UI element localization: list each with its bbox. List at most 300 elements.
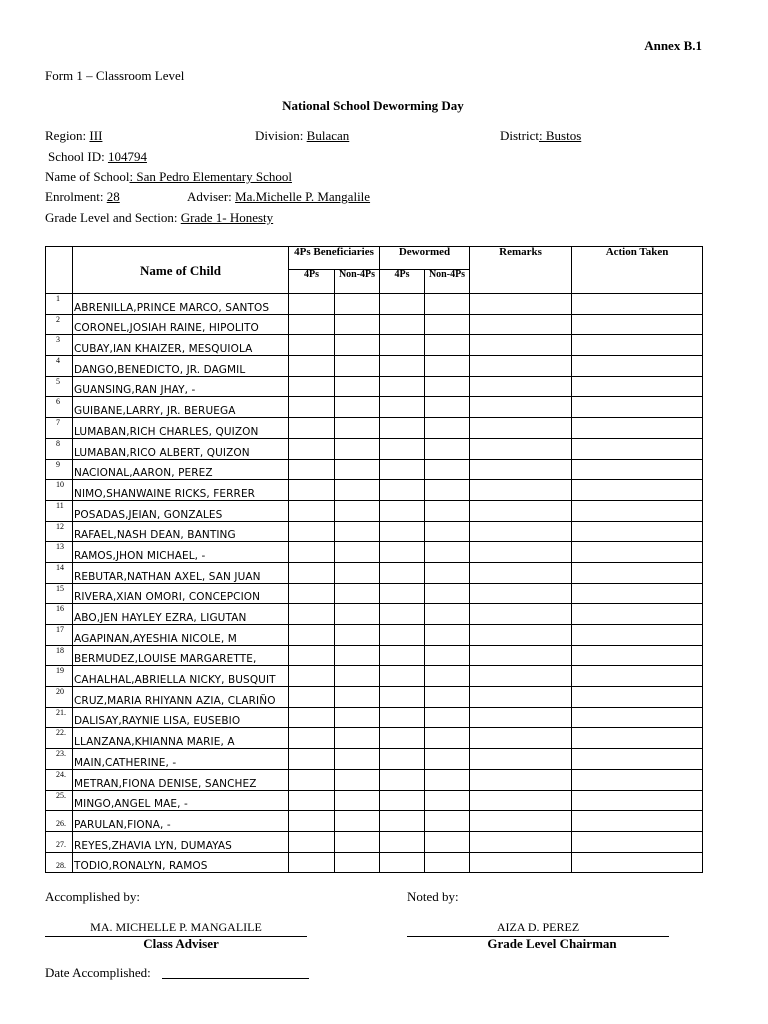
- division-label: Division:: [255, 128, 307, 143]
- dewormed-non4ps-cell: [425, 480, 470, 501]
- beneficiary-non4ps-cell: [335, 438, 380, 459]
- table-row: [46, 335, 703, 356]
- child-name-cell: LUMABAN,RICH CHARLES, QUIZON: [73, 418, 289, 439]
- beneficiary-non4ps-cell: [335, 790, 380, 811]
- remarks-cell: [470, 687, 572, 708]
- child-name-cell: CRUZ,MARIA RHIYANN AZIA, CLARIÑO: [73, 687, 289, 708]
- dewormed-4ps-cell: [380, 397, 425, 418]
- remarks-cell: [470, 314, 572, 335]
- dewormed-non4ps-cell: [425, 418, 470, 439]
- beneficiary-non4ps-cell: [335, 335, 380, 356]
- beneficiary-4ps-cell: [289, 459, 335, 480]
- action-taken-cell: [572, 294, 703, 315]
- beneficiary-non4ps-cell: [335, 294, 380, 315]
- table-row: [46, 521, 703, 542]
- child-name-cell: RAFAEL,NASH DEAN, BANTING: [73, 521, 289, 542]
- table-row: [46, 459, 703, 480]
- grade-label: Grade Level and Section:: [45, 210, 181, 225]
- adviser-signatory-name: MA. MICHELLE P. MANGALILE: [90, 920, 262, 934]
- beneficiary-4ps-cell: [289, 811, 335, 832]
- child-name-cell: CAHALHAL,ABRIELLA NICKY, BUSQUIT: [73, 666, 289, 687]
- school-id-field: [48, 149, 147, 165]
- table-row: [46, 294, 703, 315]
- table-row: [46, 728, 703, 749]
- row-number-cell: [46, 438, 73, 459]
- school-name-value: : San Pedro Elementary School: [129, 169, 292, 184]
- school-name-label: Name of School: [45, 169, 130, 184]
- dewormed-non4ps-cell: [425, 625, 470, 646]
- action-taken-cell: [572, 459, 703, 480]
- beneficiary-4ps-cell: [289, 335, 335, 356]
- table-row: [46, 418, 703, 439]
- table-row: [46, 852, 703, 873]
- row-number: 25.: [56, 790, 66, 800]
- row-number-cell: [46, 790, 73, 811]
- child-name-cell: NACIONAL,AARON, PEREZ: [73, 459, 289, 480]
- child-name-cell: AGAPINAN,AYESHIA NICOLE, M: [73, 625, 289, 646]
- child-name-cell: RIVERA,XIAN OMORI, CONCEPCION: [73, 583, 289, 604]
- dewormed-non4ps-cell: [425, 521, 470, 542]
- dewormed-non4ps-cell: [425, 811, 470, 832]
- division-field: [255, 128, 349, 144]
- row-number-cell: [46, 769, 73, 790]
- row-number: 23.: [56, 749, 66, 759]
- action-taken-cell: [572, 707, 703, 728]
- remarks-cell: [470, 625, 572, 646]
- child-name-cell: LLANZANA,KHIANNA MARIE, A: [73, 728, 289, 749]
- child-name-cell: REBUTAR,NATHAN AXEL, SAN JUAN: [73, 562, 289, 583]
- beneficiary-non4ps-cell: [335, 831, 380, 852]
- school-id-value: 104794: [107, 149, 147, 164]
- row-number: 27.: [56, 839, 66, 849]
- grade-value: Grade 1- Honesty: [180, 210, 274, 225]
- form-title: Form 1 – Classroom Level: [45, 68, 185, 83]
- row-number-cell: [46, 397, 73, 418]
- beneficiary-4ps-cell: [289, 397, 335, 418]
- action-taken-cell: [572, 852, 703, 873]
- remarks-header: Remarks: [470, 247, 572, 294]
- school-name-field: [45, 169, 292, 185]
- action-taken-cell: [572, 645, 703, 666]
- row-number: 11: [56, 500, 64, 510]
- dewormed-non4ps-cell: [425, 583, 470, 604]
- table-row: [46, 666, 703, 687]
- remarks-cell: [470, 500, 572, 521]
- row-number-cell: [46, 418, 73, 439]
- dewormed-4ps-cell: [380, 769, 425, 790]
- row-number: 3: [56, 335, 60, 345]
- dewormed-4ps-cell: [380, 314, 425, 335]
- beneficiary-non4ps-cell: [335, 852, 380, 873]
- dewormed-4ps-cell: [380, 438, 425, 459]
- remarks-cell: [470, 666, 572, 687]
- child-name-cell: DALISAY,RAYNIE LISA, EUSEBIO: [73, 707, 289, 728]
- row-number-cell: [46, 604, 73, 625]
- beneficiary-4ps-cell: [289, 376, 335, 397]
- remarks-cell: [470, 831, 572, 852]
- dewormed-4ps-cell: [380, 521, 425, 542]
- row-number: 26.: [56, 819, 66, 829]
- row-number: 21.: [56, 707, 66, 717]
- beneficiary-4ps-cell: [289, 852, 335, 873]
- dewormed-4ps-cell: [380, 418, 425, 439]
- dewormed-4ps-cell: [380, 294, 425, 315]
- dewormed-4ps-cell: [380, 749, 425, 770]
- number-column-header: [46, 247, 73, 294]
- action-taken-cell: [572, 356, 703, 377]
- dewormed-4ps-cell: [380, 707, 425, 728]
- child-name-cell: ABRENILLA,PRINCE MARCO, SANTOS: [73, 294, 289, 315]
- dewormed-non4ps-cell: [425, 356, 470, 377]
- beneficiary-4ps-cell: [289, 356, 335, 377]
- beneficiary-non4ps-cell: [335, 376, 380, 397]
- table-row: [46, 645, 703, 666]
- action-taken-cell: [572, 500, 703, 521]
- beneficiary-non4ps-cell: [335, 314, 380, 335]
- class-adviser-role: Class Adviser: [143, 936, 219, 951]
- dewormed-non4ps-cell: [425, 542, 470, 563]
- row-number: 4: [56, 356, 60, 366]
- remarks-cell: [470, 438, 572, 459]
- beneficiary-4ps-cell: [289, 438, 335, 459]
- dewormed-4ps-cell: [380, 728, 425, 749]
- row-number-cell: [46, 728, 73, 749]
- row-number-cell: [46, 707, 73, 728]
- child-name-cell: CUBAY,IAN KHAIZER, MESQUIOLA: [73, 335, 289, 356]
- date-accomplished-label: Date Accomplished:: [45, 965, 151, 980]
- row-number-cell: [46, 666, 73, 687]
- enrolment-label: Enrolment:: [45, 189, 107, 204]
- remarks-cell: [470, 645, 572, 666]
- child-name-cell: DANGO,BENEDICTO, JR. DAGMIL: [73, 356, 289, 377]
- beneficiary-4ps-cell: [289, 687, 335, 708]
- beneficiary-4ps-cell: [289, 521, 335, 542]
- remarks-cell: [470, 480, 572, 501]
- remarks-cell: [470, 583, 572, 604]
- action-taken-cell: [572, 604, 703, 625]
- region-label: Region:: [45, 128, 90, 143]
- child-name-cell: GUIBANE,LARRY, JR. BERUEGA: [73, 397, 289, 418]
- child-name-cell: TODIO,RONALYN, RAMOS: [73, 852, 289, 873]
- dewormed-4ps-cell: [380, 500, 425, 521]
- grade-section-field: [45, 210, 273, 226]
- dewormed-non4ps-cell: [425, 831, 470, 852]
- dewormed-non4ps-cell: [425, 769, 470, 790]
- row-number: 19: [56, 666, 64, 676]
- remarks-cell: [470, 335, 572, 356]
- action-taken-cell: [572, 790, 703, 811]
- dewormed-4ps-cell: [380, 831, 425, 852]
- table-row: [46, 604, 703, 625]
- row-number: 20: [56, 687, 64, 697]
- dewormed-non4ps-cell: [425, 500, 470, 521]
- row-number-cell: [46, 335, 73, 356]
- child-name-cell: GUANSING,RAN JHAY, -: [73, 376, 289, 397]
- region-field: [45, 128, 102, 144]
- row-number: 22.: [56, 728, 66, 738]
- row-number-cell: [46, 625, 73, 646]
- action-taken-cell: [572, 438, 703, 459]
- child-name-cell: MAIN,CATHERINE, -: [73, 749, 289, 770]
- beneficiary-4ps-cell: [289, 294, 335, 315]
- dewormed-4ps-cell: [380, 625, 425, 646]
- action-taken-cell: [572, 728, 703, 749]
- dewormed-non4ps-cell: [425, 707, 470, 728]
- table-row: [46, 542, 703, 563]
- row-number: 8: [56, 438, 60, 448]
- action-taken-cell: [572, 687, 703, 708]
- beneficiary-non4ps-cell: [335, 625, 380, 646]
- remarks-cell: [470, 459, 572, 480]
- row-number-cell: [46, 831, 73, 852]
- row-number: 17: [56, 625, 64, 634]
- beneficiaries-4ps-subheader: 4Ps: [289, 270, 335, 294]
- row-number-cell: [46, 500, 73, 521]
- action-taken-header: Action Taken: [572, 247, 703, 294]
- child-name-cell: BERMUDEZ,LOUISE MARGARETTE,: [73, 645, 289, 666]
- row-number-cell: [46, 542, 73, 563]
- beneficiary-non4ps-cell: [335, 500, 380, 521]
- beneficiary-4ps-cell: [289, 625, 335, 646]
- beneficiary-4ps-cell: [289, 542, 335, 563]
- beneficiary-non4ps-cell: [335, 583, 380, 604]
- beneficiary-non4ps-cell: [335, 604, 380, 625]
- row-number: 9: [56, 459, 60, 469]
- table-row: [46, 314, 703, 335]
- beneficiary-non4ps-cell: [335, 666, 380, 687]
- table-row: [46, 438, 703, 459]
- dewormed-non4ps-cell: [425, 666, 470, 687]
- row-number-cell: [46, 852, 73, 873]
- division-value: Bulacan: [306, 128, 350, 143]
- action-taken-cell: [572, 811, 703, 832]
- table-row: [46, 625, 703, 646]
- adviser-value: Ma.Michelle P. Mangalile: [235, 189, 371, 204]
- row-number-cell: [46, 811, 73, 832]
- fourps-beneficiaries-header: 4Ps Beneficiaries: [289, 247, 380, 270]
- dewormed-non4ps-cell: [425, 376, 470, 397]
- name-of-child-header: Name of Child: [73, 247, 289, 294]
- dewormed-non4ps-cell: [425, 645, 470, 666]
- dewormed-non4ps-cell: [425, 749, 470, 770]
- remarks-cell: [470, 707, 572, 728]
- action-taken-cell: [572, 480, 703, 501]
- row-number: 5: [56, 376, 60, 386]
- beneficiary-non4ps-cell: [335, 749, 380, 770]
- dewormed-4ps-cell: [380, 480, 425, 501]
- dewormed-non4ps-subheader: Non-4Ps: [425, 270, 470, 294]
- beneficiary-4ps-cell: [289, 604, 335, 625]
- table-row: [46, 583, 703, 604]
- child-name-cell: MINGO,ANGEL MAE, -: [73, 790, 289, 811]
- remarks-cell: [470, 356, 572, 377]
- child-name-cell: PARULAN,FIONA, -: [73, 811, 289, 832]
- row-number-cell: [46, 459, 73, 480]
- beneficiary-non4ps-cell: [335, 707, 380, 728]
- child-name-cell: RAMOS,JHON MICHAEL, -: [73, 542, 289, 563]
- remarks-cell: [470, 749, 572, 770]
- remarks-cell: [470, 728, 572, 749]
- grade-level-chairman-role: Grade Level Chairman: [487, 936, 617, 951]
- dewormed-non4ps-cell: [425, 314, 470, 335]
- school-id-label: School ID:: [48, 149, 108, 164]
- enrolment-value: 28: [106, 189, 120, 204]
- row-number: 13: [56, 542, 64, 552]
- beneficiary-non4ps-cell: [335, 769, 380, 790]
- beneficiary-4ps-cell: [289, 562, 335, 583]
- action-taken-cell: [572, 542, 703, 563]
- row-number: 6: [56, 397, 60, 407]
- dewormed-non4ps-cell: [425, 294, 470, 315]
- table-row: [46, 749, 703, 770]
- child-name-cell: NIMO,SHANWAINE RICKS, FERRER: [73, 480, 289, 501]
- remarks-cell: [470, 811, 572, 832]
- dewormed-4ps-cell: [380, 790, 425, 811]
- row-number-cell: [46, 521, 73, 542]
- beneficiary-non4ps-cell: [335, 811, 380, 832]
- table-row: [46, 769, 703, 790]
- dewormed-non4ps-cell: [425, 687, 470, 708]
- beneficiary-4ps-cell: [289, 583, 335, 604]
- remarks-cell: [470, 397, 572, 418]
- action-taken-cell: [572, 335, 703, 356]
- row-number-cell: [46, 645, 73, 666]
- remarks-cell: [470, 376, 572, 397]
- beneficiary-non4ps-cell: [335, 542, 380, 563]
- row-number: 24.: [56, 769, 66, 779]
- dewormed-non4ps-cell: [425, 852, 470, 873]
- remarks-cell: [470, 294, 572, 315]
- action-taken-cell: [572, 583, 703, 604]
- district-value: : Bustos: [539, 128, 582, 143]
- action-taken-cell: [572, 376, 703, 397]
- beneficiary-4ps-cell: [289, 728, 335, 749]
- dewormed-non4ps-cell: [425, 728, 470, 749]
- row-number-cell: [46, 376, 73, 397]
- dewormed-non4ps-cell: [425, 562, 470, 583]
- beneficiaries-non4ps-subheader: Non-4Ps: [335, 270, 380, 294]
- action-taken-cell: [572, 831, 703, 852]
- dewormed-4ps-cell: [380, 811, 425, 832]
- child-name-cell: CORONEL,JOSIAH RAINE, HIPOLITO: [73, 314, 289, 335]
- table-row: [46, 790, 703, 811]
- beneficiary-non4ps-cell: [335, 687, 380, 708]
- accomplished-by-label: Accomplished by:: [45, 889, 140, 904]
- table-row: [46, 356, 703, 377]
- action-taken-cell: [572, 666, 703, 687]
- action-taken-cell: [572, 521, 703, 542]
- remarks-cell: [470, 790, 572, 811]
- beneficiary-4ps-cell: [289, 314, 335, 335]
- remarks-cell: [470, 542, 572, 563]
- table-row: [46, 811, 703, 832]
- row-number: 2: [56, 314, 60, 324]
- dewormed-non4ps-cell: [425, 604, 470, 625]
- region-value: III: [89, 128, 103, 143]
- dewormed-4ps-cell: [380, 376, 425, 397]
- dewormed-4ps-cell: [380, 542, 425, 563]
- row-number-cell: [46, 749, 73, 770]
- dewormed-4ps-cell: [380, 666, 425, 687]
- remarks-cell: [470, 521, 572, 542]
- beneficiary-4ps-cell: [289, 831, 335, 852]
- row-number: 7: [56, 418, 60, 428]
- beneficiary-non4ps-cell: [335, 521, 380, 542]
- table-row: [46, 500, 703, 521]
- beneficiary-4ps-cell: [289, 749, 335, 770]
- remarks-cell: [470, 852, 572, 873]
- row-number-cell: [46, 314, 73, 335]
- dewormed-non4ps-cell: [425, 397, 470, 418]
- deworming-roster-table: [45, 246, 703, 873]
- child-name-cell: LUMABAN,RICO ALBERT, QUIZON: [73, 438, 289, 459]
- table-row: [46, 397, 703, 418]
- dewormed-4ps-cell: [380, 852, 425, 873]
- dewormed-4ps-cell: [380, 687, 425, 708]
- row-number: 1: [56, 294, 60, 303]
- district-label: District: [500, 128, 539, 143]
- annex-label: Annex B.1: [644, 38, 702, 53]
- dewormed-non4ps-cell: [425, 459, 470, 480]
- dewormed-non4ps-cell: [425, 438, 470, 459]
- dewormed-4ps-cell: [380, 335, 425, 356]
- dewormed-non4ps-cell: [425, 790, 470, 811]
- dewormed-4ps-cell: [380, 459, 425, 480]
- row-number-cell: [46, 562, 73, 583]
- chairman-signatory-name: AIZA D. PEREZ: [496, 920, 580, 934]
- dewormed-4ps-cell: [380, 645, 425, 666]
- table-row: [46, 376, 703, 397]
- action-taken-cell: [572, 625, 703, 646]
- beneficiary-non4ps-cell: [335, 480, 380, 501]
- noted-by-label: Noted by:: [407, 889, 459, 904]
- district-field: [500, 128, 581, 144]
- dewormed-4ps-cell: [380, 604, 425, 625]
- beneficiary-4ps-cell: [289, 707, 335, 728]
- table-row: [46, 831, 703, 852]
- document-title: National School Deworming Day: [282, 98, 464, 113]
- beneficiary-non4ps-cell: [335, 397, 380, 418]
- action-taken-cell: [572, 562, 703, 583]
- beneficiary-non4ps-cell: [335, 645, 380, 666]
- row-number-cell: [46, 356, 73, 377]
- beneficiary-4ps-cell: [289, 480, 335, 501]
- row-number-cell: [46, 480, 73, 501]
- table-row: [46, 707, 703, 728]
- table-row: [46, 480, 703, 501]
- child-name-cell: REYES,ZHAVIA LYN, DUMAYAS: [73, 831, 289, 852]
- enrolment-field: [45, 189, 120, 205]
- dewormed-4ps-cell: [380, 356, 425, 377]
- beneficiary-4ps-cell: [289, 790, 335, 811]
- dewormed-4ps-subheader: 4Ps: [380, 270, 425, 294]
- action-taken-cell: [572, 749, 703, 770]
- row-number: 28.: [56, 860, 66, 870]
- remarks-cell: [470, 562, 572, 583]
- beneficiary-non4ps-cell: [335, 418, 380, 439]
- row-number: 14: [56, 562, 64, 572]
- child-name-cell: POSADAS,JEIAN, GONZALES: [73, 500, 289, 521]
- beneficiary-non4ps-cell: [335, 356, 380, 377]
- row-number: 18: [56, 645, 64, 655]
- beneficiary-4ps-cell: [289, 645, 335, 666]
- adviser-label: Adviser:: [187, 189, 236, 204]
- beneficiary-4ps-cell: [289, 500, 335, 521]
- beneficiary-4ps-cell: [289, 666, 335, 687]
- beneficiary-non4ps-cell: [335, 562, 380, 583]
- action-taken-cell: [572, 418, 703, 439]
- remarks-cell: [470, 418, 572, 439]
